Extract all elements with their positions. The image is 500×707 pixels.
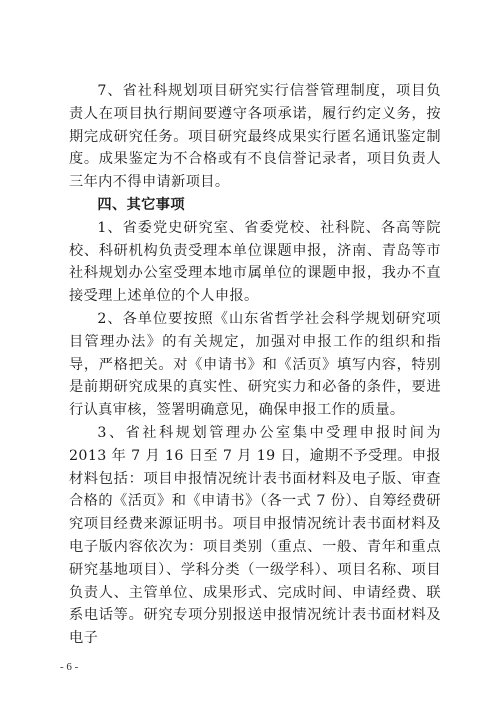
paragraph-item-7: 7、省社科规划项目研究实行信誉管理制度，项目负责人在项目执行期间要遵守各项承诺，履行约定义务，按期完成研究任务。项目研究最终成果实行匿名通讯鉴定制度。成果鉴定为不合格或有不良信誉记录者，项目负责人三年内不得申请新项目。: [69, 83, 441, 191]
paragraph-item-1: 1、省委党史研究室、省委党校、社科院、各高等院校、科研机构负责受理本单位课题申报，济南、青岛等市社科规划办公室受理本地市属单位的课题申报，我办不直接受理上述单位的个人申报。: [69, 219, 441, 305]
document-body: [69, 80, 441, 650]
section-heading-other-matters: 四、其它事项: [97, 196, 185, 213]
paragraph-item-2: 2、各单位要按照《山东省哲学社会科学规划研究项目管理办法》的有关规定，加强对申报工作的组织和指导，严格把关。对《申请书》和《活页》填写内容，特别是前期研究成果的真实性、研究实力和必备的条件，要进行认真审核，签署明确意见，确保申报工作的质量。: [69, 310, 441, 419]
paragraph-item-3: 3、省社科规划管理办公室集中受理申报时间为 2013 年 7 月 16 日至 7 月 19 日，逾期不予受理。申报材料包括：项目申报情况统计表书面材料及电子版、审查合格的《活页》和《申请书》（各一式 7 份）、自筹经费研究项目经费来源证明书。项目申报情况统计表书面材料及电子版内容依次为：项目类别（重点、一般、青年和重点研究基地项目）、学科分类（一级学科）、项目名称、项目负责人、主管单位、成果形式、完成时间、申请经费、联系电话等。研究专项分别报送申报情况统计表书面材料及电子: [69, 424, 441, 647]
page-number: - 6 -: [60, 661, 79, 673]
